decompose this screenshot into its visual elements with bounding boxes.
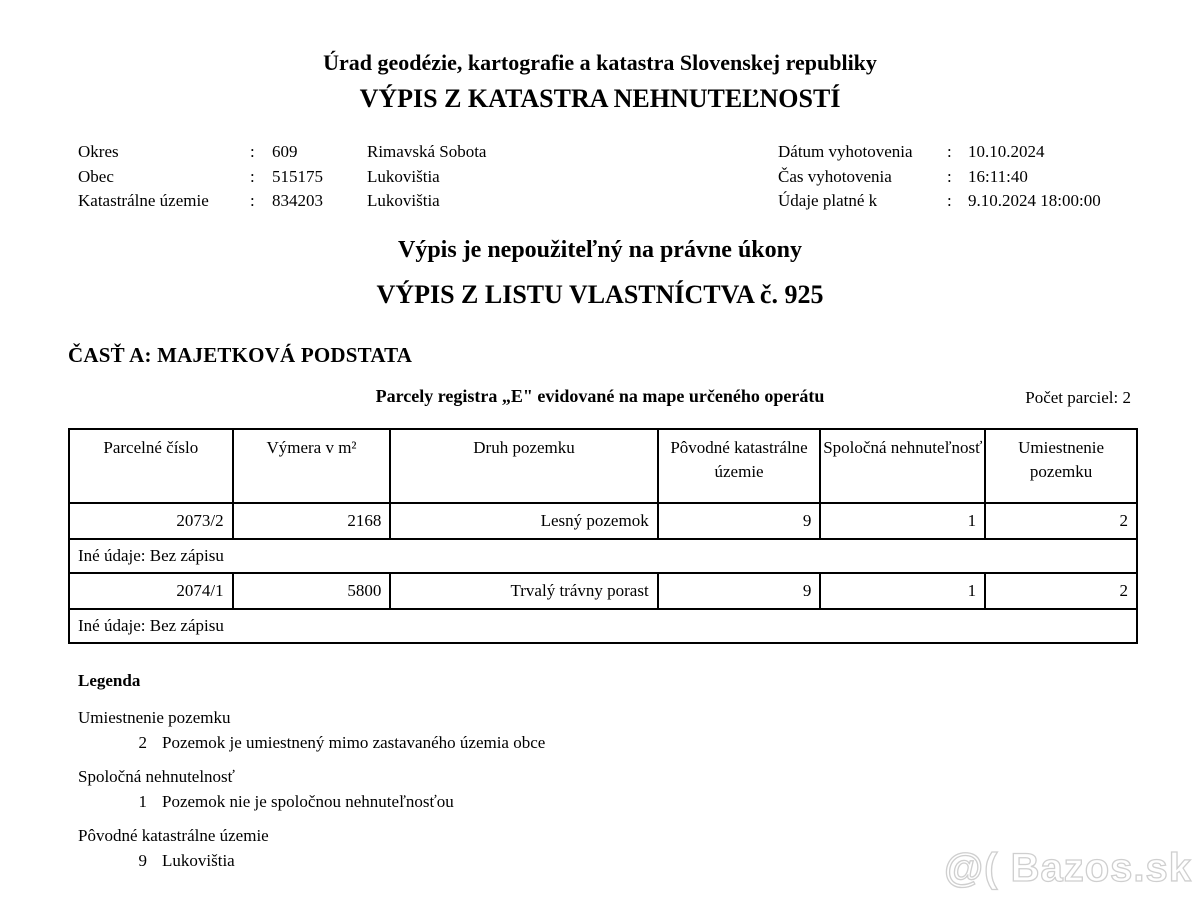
legend-group-povodne [78,823,545,873]
table-header-row [69,429,1137,503]
legend-text: Pozemok je umiestnený mimo zastavaného územia obce [162,733,546,752]
table-row [69,573,1137,609]
table-other-data-row [69,609,1137,643]
legend-entry [78,789,545,814]
parcels-subtitle: Parcely registra „E" evidované na mape určeného operátu [375,386,825,406]
legend-entry [78,848,545,873]
legend-title: Legenda [78,671,141,690]
cell-land-type: Trvalý trávny porast [390,573,657,609]
meta-label: Dátum vyhotovenia [778,142,913,161]
legend-code: 2 [138,733,147,752]
legend-code: 9 [138,851,147,870]
legend-group-spolocna [78,764,545,814]
cell-location: 2 [985,503,1137,539]
meta-code: 609 [272,142,298,161]
ownership-sheet-title: VÝPIS Z LISTU VLASTNÍCTVA č. 925 [376,280,824,309]
legend-group-heading: Pôvodné katastrálne územie [78,826,269,845]
meta-value: Rimavská Sobota [367,142,487,161]
legend [78,671,545,882]
legend-group-heading: Umiestnenie pozemku [78,708,231,727]
cell-other-data: Iné údaje: Bez zápisu [69,609,1137,643]
column-header-land-location: Umiestnenie pozemku [985,429,1137,503]
legend-text: Lukovištia [162,851,235,870]
legend-group-heading: Spoločná nehnutelnosť [78,767,235,786]
cell-original-area: 9 [658,573,821,609]
meta-colon: : [947,142,952,161]
meta-value: Lukovištia [367,191,440,211]
meta-value: Lukovištia [367,166,440,186]
cell-area: 5800 [233,573,391,609]
meta-label: Obec [78,166,114,186]
parcel-count: Počet parciel: 2 [1025,388,1131,407]
document-title: VÝPIS Z KATASTRA NEHNUTEĽNOSTÍ [359,84,841,113]
legend-code: 1 [138,792,147,811]
cell-original-area: 9 [658,503,821,539]
table-row [69,503,1137,539]
meta-row-udaje-platne-k [778,189,1101,214]
column-header-common-property: Spoločná nehnuteľnosť [820,429,985,503]
meta-row-datum-vyhotovenia [778,140,1101,165]
column-header-parcel-number: Parcelné číslo [69,429,233,503]
meta-label: Okres [78,142,119,161]
meta-colon: : [250,166,255,186]
legal-notice: Výpis je nepoužiteľný na právne úkony [398,237,802,263]
date-metadata [778,140,1101,214]
legend-text: Pozemok nie je spoločnou nehnuteľnosťou [162,792,454,811]
parcel-table [68,428,1138,644]
meta-colon: : [947,166,952,186]
meta-row-cas-vyhotovenia [778,165,1101,190]
authority-name: Úrad geodézie, kartografie a katastra Slovenskej republiky [323,50,877,75]
column-header-area: Výmera v m² [233,429,391,503]
legend-group-umiestnenie [78,705,545,755]
cell-area: 2168 [233,503,391,539]
meta-row-obec [78,165,486,190]
cell-land-type: Lesný pozemok [390,503,657,539]
cell-other-data: Iné údaje: Bez zápisu [69,539,1137,573]
meta-value: 10.10.2024 [968,142,1045,161]
cell-parcel-number: 2073/2 [69,503,233,539]
table-other-data-row [69,539,1137,573]
column-header-original-cadastral-area: Pôvodné katastrálne územie [658,429,821,503]
cell-common-property: 1 [820,503,985,539]
meta-value: 9.10.2024 18:00:00 [968,191,1101,211]
meta-label: Údaje platné k [778,191,878,211]
meta-colon: : [947,191,952,211]
meta-label: Katastrálne územie [78,191,209,211]
meta-row-okres [78,140,486,165]
cell-parcel-number: 2074/1 [69,573,233,609]
meta-code: 515175 [272,166,323,186]
section-a-heading: ČASŤ A: MAJETKOVÁ PODSTATA [68,343,413,367]
meta-colon: : [250,191,255,211]
cell-common-property: 1 [820,573,985,609]
meta-code: 834203 [272,191,323,211]
bazos-watermark: @( Bazos.sk [944,846,1192,890]
location-metadata [78,140,486,214]
column-header-land-type: Druh pozemku [390,429,657,503]
meta-value: 16:11:40 [968,166,1028,186]
meta-row-katastralne-uzemie [78,189,486,214]
meta-label: Čas vyhotovenia [778,166,892,186]
cell-location: 2 [985,573,1137,609]
legend-entry [78,730,545,755]
meta-colon: : [250,142,255,161]
